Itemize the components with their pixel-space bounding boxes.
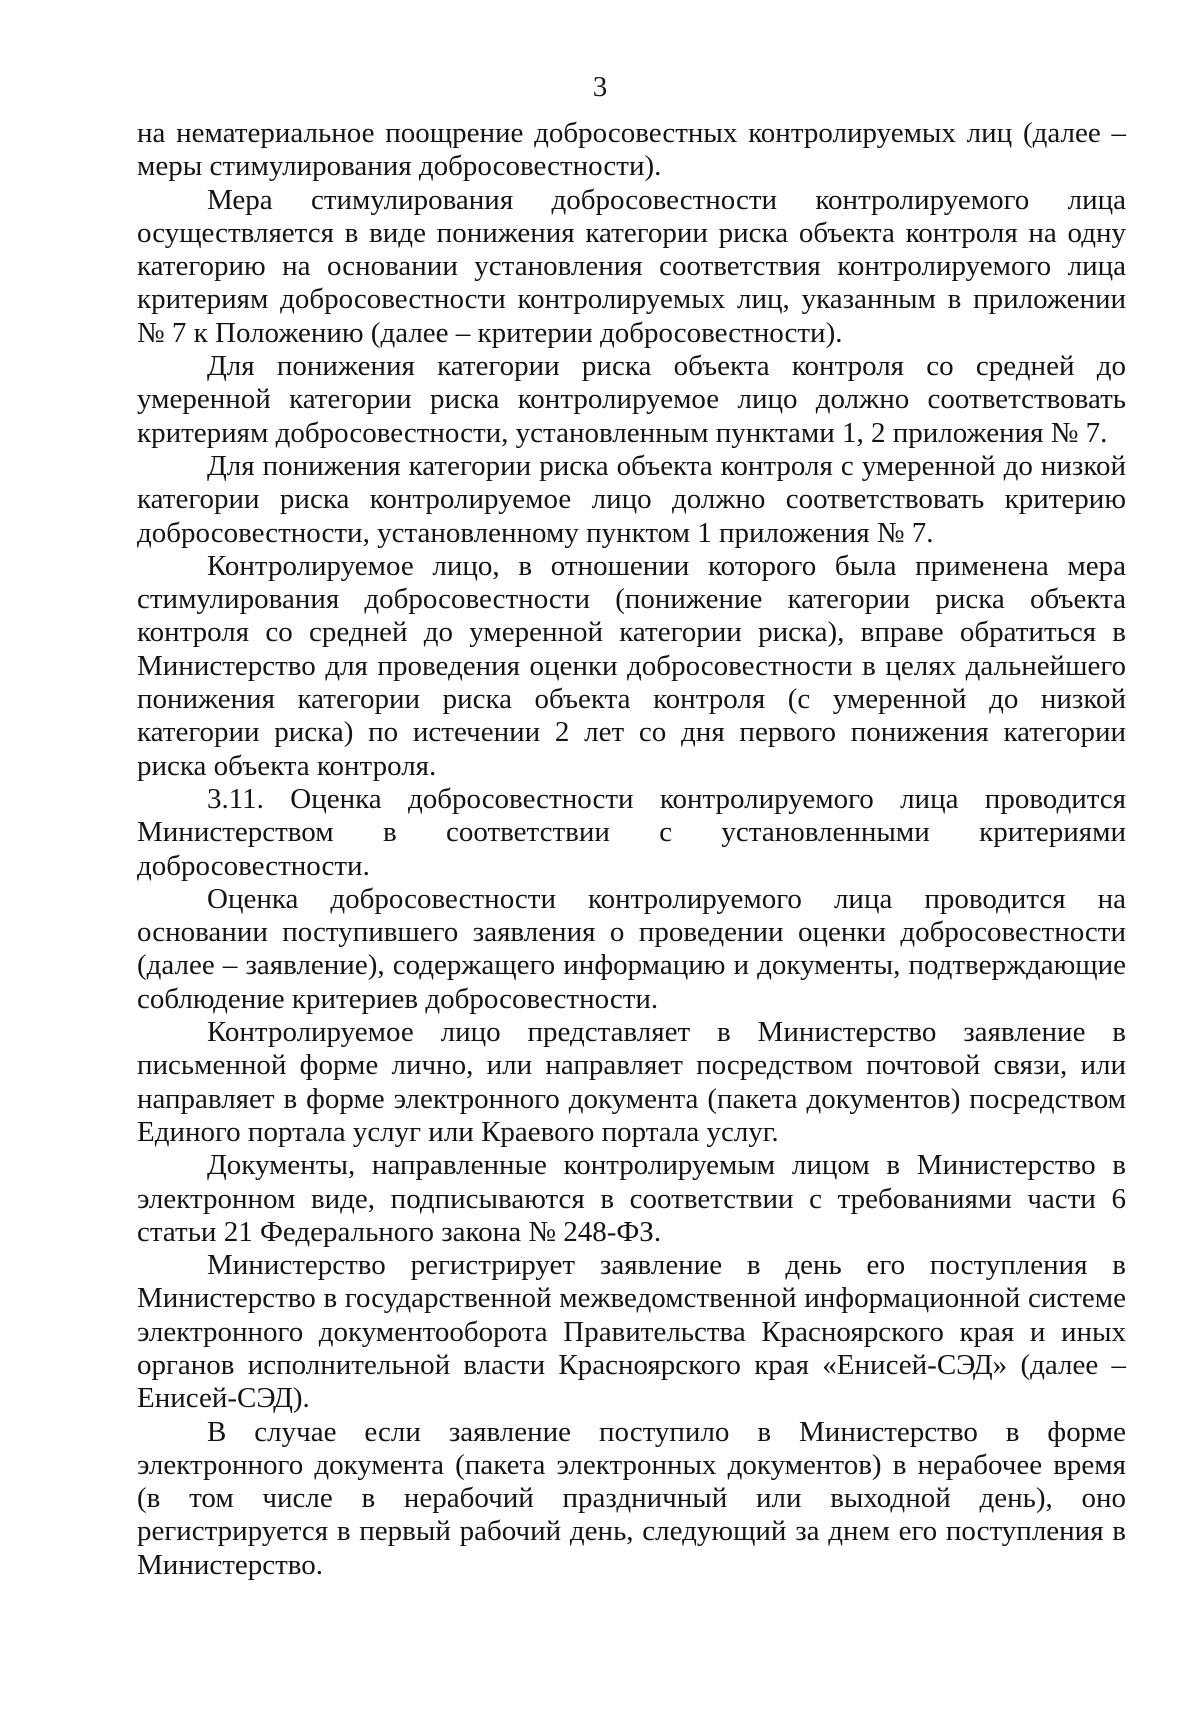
- document-body: [137, 117, 1126, 1582]
- paragraph: Контролируемое лицо, в отношении которого была применена мера стимулирования добросовестности (понижение категории риска объекта контроля со средней до умеренной категории риска), вправе обратиться в Министерство для проведения оценки добросовестности в целях дальнейшего понижения категории риска объекта контроля (с умеренной до низкой категории риска) по истечении 2 лет со дня первого понижения категории риска объекта контроля.: [137, 549, 1126, 782]
- page-number: 3: [592, 71, 608, 103]
- paragraph: Министерство регистрирует заявление в день его поступления в Министерство в государственной межведомственной информационной системе электронного документооборота Правительства Красноярского края и иных органов исполнительной власти Красноярского края «Енисей-СЭД» (далее – Енисей-СЭД).: [137, 1249, 1126, 1415]
- paragraph: Документы, направленные контролируемым лицом в Министерство в электронном виде, подписываются в соответствии с требованиями части 6 статьи 21 Федерального закона № 248-ФЗ.: [137, 1149, 1126, 1248]
- paragraph: Для понижения категории риска объекта контроля с умеренной до низкой категории риска контролируемое лицо должно соответствовать критерию добросовестности, установленному пунктом 1 приложения № 7.: [137, 449, 1126, 549]
- paragraph: В случае если заявление поступило в Министерство в форме электронного документа (пакета электронных документов) в нерабочее время (в том числе в нерабочий праздничный или выходной день), оно регистрируется в первый рабочий день, следующий за днем его поступления в Министерство.: [137, 1415, 1126, 1581]
- paragraph: 3.11. Оценка добросовестности контролируемого лица проводится Министерством в соответствии с установленными критериями добросовестности.: [137, 782, 1126, 882]
- paragraph: Мера стимулирования добросовестности контролируемого лица осуществляется в виде понижения категории риска объекта контроля на одну категорию на основании установления соответствия контролируемого лица критериям добросовестности контролируемых лиц, указанным в приложении № 7 к Положению (далее – критерии добросовестности).: [137, 183, 1126, 349]
- paragraph: на нематериальное поощрение добросовестных контролируемых лиц (далее – меры стимулирования добросовестности).: [137, 117, 1126, 183]
- paragraph: Контролируемое лицо представляет в Министерство заявление в письменной форме лично, или направляет посредством почтовой связи, или направляет в форме электронного документа (пакета документов) посредством Единого портала услуг или Краевого портала услуг.: [137, 1016, 1126, 1148]
- paragraph: Для понижения категории риска объекта контроля со средней до умеренной категории риска контролируемое лицо должно соответствовать критериям добросовестности, установленным пунктами 1, 2 приложения № 7.: [137, 350, 1126, 449]
- paragraph: Оценка добросовестности контролируемого лица проводится на основании поступившего заявления о проведении оценки добросовестности (далее – заявление), содержащего информацию и документы, подтверждающие соблюдение критериев добросовестности.: [137, 882, 1126, 1015]
